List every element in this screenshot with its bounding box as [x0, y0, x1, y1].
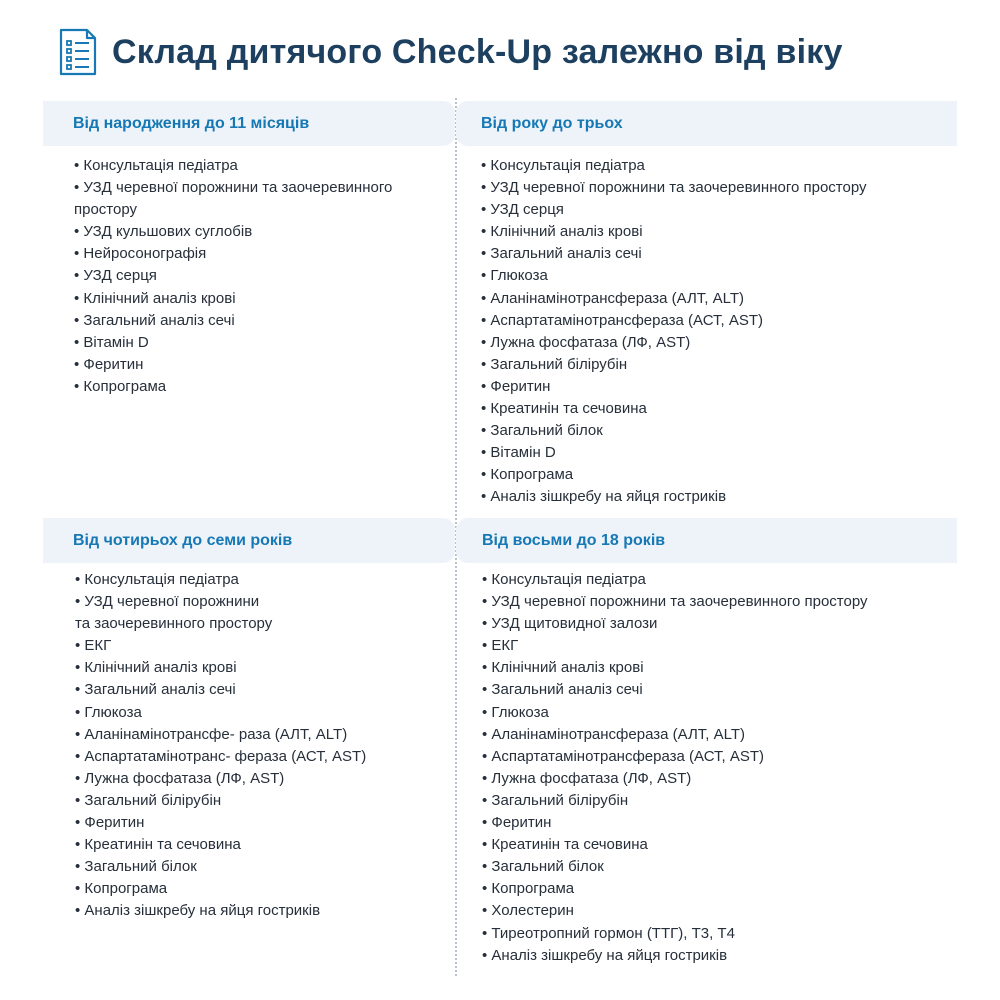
- list-item: • УЗД серця: [481, 201, 564, 219]
- checkup-list: [75, 569, 453, 923]
- list-item: • УЗД серця: [74, 267, 157, 285]
- page-header: [58, 26, 843, 78]
- list-item: • Клінічний аналіз крові: [75, 659, 237, 677]
- section-heading-bar: [43, 518, 455, 563]
- list-item: • Феритин: [75, 814, 145, 832]
- list-item: • Лужна фосфатаза (ЛФ, AST): [481, 333, 691, 351]
- list-item: • Глюкоза: [482, 703, 549, 721]
- checkup-list: [482, 569, 952, 967]
- list-item: • Клінічний аналіз крові: [74, 289, 236, 307]
- list-item: • Креатинін та сечовина: [482, 836, 648, 854]
- list-item: • УЗД черевної порожнини та заочеревинного: [74, 179, 393, 197]
- list-item: • Консультація педіатра: [482, 571, 646, 588]
- list-item: • Загальний аналіз сечі: [74, 311, 235, 329]
- list-item: • Нейросонографія: [74, 245, 207, 263]
- list-item: • Аналіз зішкребу на яйця гостриків: [481, 488, 727, 506]
- checkup-list: [74, 155, 452, 398]
- page-title: Склад дитячого Check-Up залежно від віку: [112, 32, 843, 71]
- list-item: • Вітамін D: [74, 333, 149, 351]
- list-item: • Креатинін та сечовина: [75, 836, 241, 854]
- list-item: • Загальний білок: [75, 858, 197, 876]
- list-item: та заочеревинного простору: [75, 615, 273, 633]
- list-item: • Глюкоза: [75, 703, 142, 721]
- list-item: • Аланінамінотрансфераза (АЛТ, ALT): [482, 725, 746, 743]
- list-item: • Холестерин: [482, 902, 574, 920]
- checklist-document-icon: [58, 27, 98, 77]
- section-heading-bar: [43, 101, 455, 146]
- list-item: • Аналіз зішкребу на яйця гостриків: [482, 946, 728, 964]
- list-item: простору: [74, 201, 138, 219]
- list-item: • Феритин: [481, 377, 551, 395]
- section-four-to-seven-years: [43, 518, 455, 958]
- list-item: • Клінічний аналіз крові: [481, 223, 643, 241]
- list-item: • УЗД черевної порожнини та заочеревинного простору: [481, 179, 867, 197]
- section-birth-to-11-months: [43, 101, 455, 506]
- section-heading: Від народження до 11 місяців: [73, 114, 310, 132]
- list-item: • Клінічний аналіз крові: [482, 659, 644, 677]
- list-item: • Загальний білірубін: [482, 791, 629, 809]
- list-item: • Креатинін та сечовина: [481, 400, 647, 418]
- list-item: • Вітамін D: [481, 444, 556, 462]
- section-one-to-three-years: [456, 101, 957, 506]
- list-item: • Аспартатамінотрансфераза (АСТ, AST): [482, 747, 765, 765]
- list-item: • Копрограма: [481, 466, 574, 484]
- list-item: • Загальний аналіз сечі: [482, 681, 643, 699]
- section-heading: Від чотирьох до семи років: [73, 531, 293, 549]
- section-heading: Від року до трьох: [481, 114, 623, 132]
- section-heading: Від восьми до 18 років: [482, 531, 666, 549]
- list-item: • Загальний білірубін: [481, 355, 628, 373]
- list-item: • Загальний білок: [482, 858, 604, 876]
- section-heading-bar: [456, 101, 957, 146]
- list-item: • Копрограма: [482, 880, 575, 898]
- list-item: • Консультація педіатра: [74, 157, 238, 174]
- list-item: • Копрограма: [74, 377, 167, 395]
- list-item: • Загальний аналіз сечі: [481, 245, 642, 263]
- section-heading-bar: [456, 518, 957, 563]
- list-item: • УЗД щитовидної залози: [482, 615, 658, 633]
- list-item: • Аланінамінотрансфе- раза (АЛТ, ALT): [75, 725, 348, 743]
- list-item: • УЗД черевної порожнини та заочеревинного простору: [482, 593, 868, 611]
- list-item: • Загальний білірубін: [75, 791, 222, 809]
- list-item: • Глюкоза: [481, 267, 548, 285]
- list-item: • УЗД черевної порожнини: [75, 593, 260, 611]
- list-item: • Консультація педіатра: [75, 571, 239, 588]
- list-item: • Феритин: [482, 814, 552, 832]
- list-item: • Аспартатамінотранс- фераза (АСТ, AST): [75, 747, 367, 765]
- section-eight-to-eighteen-years: [456, 518, 957, 968]
- list-item: • Феритин: [74, 355, 144, 373]
- checkup-list: [481, 155, 951, 509]
- list-item: • Загальний аналіз сечі: [75, 681, 236, 699]
- list-item: • Копрограма: [75, 880, 168, 898]
- list-item: • Консультація педіатра: [481, 157, 645, 174]
- list-item: • Аланінамінотрансфераза (АЛТ, ALT): [481, 289, 745, 307]
- list-item: • ЕКГ: [482, 637, 519, 655]
- list-item: • Аспартатамінотрансфераза (АСТ, AST): [481, 311, 764, 329]
- list-item: • Загальний білок: [481, 422, 603, 440]
- list-item: • УЗД кульшових суглобів: [74, 223, 253, 241]
- list-item: • Лужна фосфатаза (ЛФ, AST): [75, 769, 285, 787]
- list-item: • ЕКГ: [75, 637, 112, 655]
- list-item: • Лужна фосфатаза (ЛФ, AST): [482, 769, 692, 787]
- list-item: • Аналіз зішкребу на яйця гостриків: [75, 902, 321, 920]
- list-item: • Тиреотропний гормон (ТТГ), Т3, Т4: [482, 924, 735, 942]
